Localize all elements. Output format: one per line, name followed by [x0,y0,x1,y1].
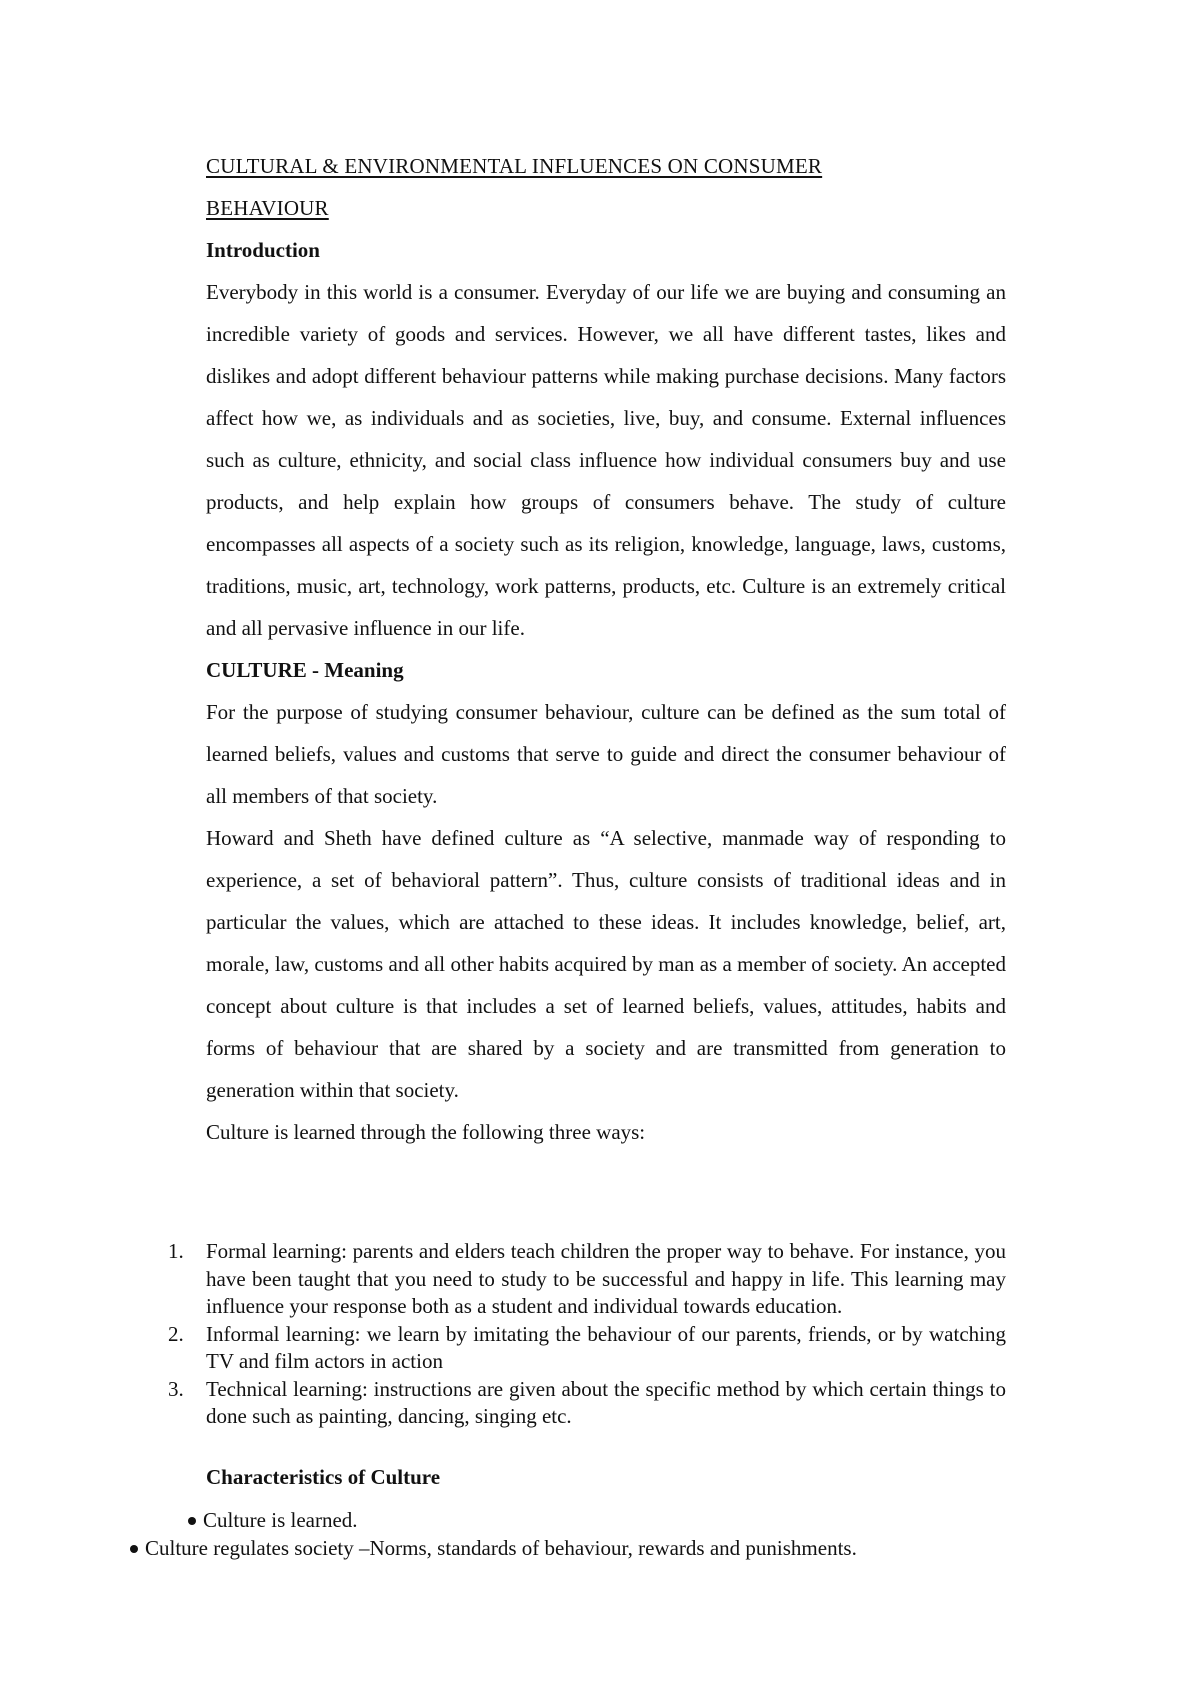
bullet-text: Culture regulates society –Norms, standards of behaviour, rewards and punishments. [145,1536,857,1560]
title-line-1: CULTURAL & ENVIRONMENTAL INFLUENCES ON CONSUMER [206,154,823,178]
list-item [168,1238,1006,1321]
characteristics-heading: Characteristics of Culture [206,1465,441,1489]
list-item [168,1376,1006,1431]
document-title [206,145,1006,229]
introduction-heading: Introduction [206,238,320,262]
title-line-2: BEHAVIOUR [206,196,329,220]
introduction-paragraph: Everybody in this world is a consumer. Everyday of our life we are buying and consuming an incredible variety of goods and services. However, we all have different tastes, likes and dislikes and adopt different behaviour patterns while making purchase decisions. Many factors affect how we, as individuals and as societies, live, buy, and consume. External influences such as culture, ethnicity, and social class influence how individual consumers buy and use products, and help explain how groups of consumers behave. The study of culture encompasses all aspects of a society such as its religion, knowledge, language, laws, customs, traditions, music, art, technology, work patterns, products, etc. Culture is an extremely critical and all pervasive influence in our life. [206,280,1006,640]
bullet-item [188,1505,358,1535]
list-item-number: 1. [168,1239,184,1263]
bullet-text: Culture is learned. [203,1508,358,1532]
culture-meaning-paragraph: For the purpose of studying consumer behaviour, culture can be defined as the sum total of learned beliefs, values and customs that serve to guide and direct the consumer behaviour of all members of that society. [206,700,1006,808]
list-item [168,1321,1006,1376]
list-item-text: Informal learning: we learn by imitating the behaviour of our parents, friends, or by watching TV and film actors in action [206,1321,1006,1373]
bullet-dot-icon [188,1517,196,1525]
list-item-text: Formal learning: parents and elders teach children the proper way to behave. For instance, you have been taught that you need to study to be successful and happy in life. This learning may influence your response both as a student and individual towards education. [206,1239,1006,1318]
bullet-dot-icon [130,1545,138,1553]
document-body [206,145,1006,1153]
bullet-item [130,1533,857,1563]
learning-ways-intro: Culture is learned through the following three ways: [206,1120,646,1144]
list-item-number: 3. [168,1376,184,1401]
howard-sheth-paragraph: Howard and Sheth have defined culture as “A selective, manmade way of responding to experience, a set of behavioral pattern”. Thus, culture consists of traditional ideas and in particular the values, which are attached to these ideas. It includes knowledge, belief, art, morale, law, customs and all other habits acquired by man as a member of society. An accepted concept about culture is that includes a set of learned beliefs, values, attitudes, habits and forms of behaviour that are shared by a society and are transmitted from generation to generation within that society. [206,826,1006,1102]
learning-ways-list [168,1238,1006,1431]
list-item-text: Technical learning: instructions are given about the specific method by which certain things to done such as painting, dancing, singing etc. [206,1376,1006,1428]
culture-meaning-heading: CULTURE - Meaning [206,658,404,682]
list-item-number: 2. [168,1321,184,1346]
